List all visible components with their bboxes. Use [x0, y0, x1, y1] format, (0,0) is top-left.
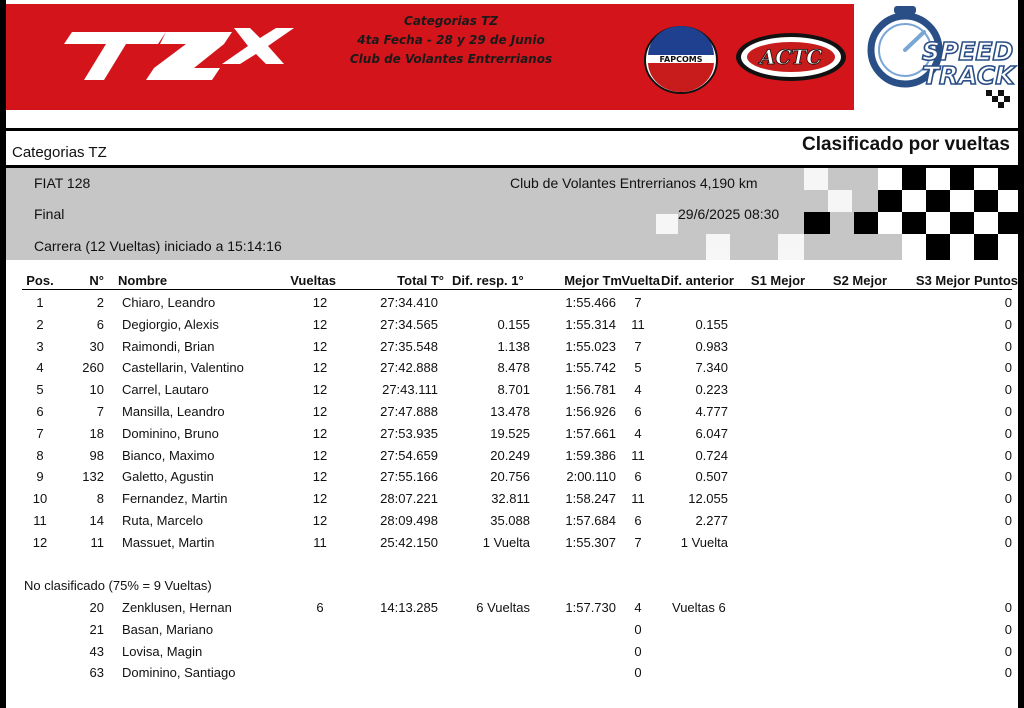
report-title: Clasificado por vueltas: [801, 134, 1010, 155]
cell-num: 10: [89, 382, 104, 398]
cell-name: Mansilla, Leandro: [122, 404, 225, 419]
cell-dif: 13.478: [490, 404, 530, 419]
cell-pos: 9: [36, 469, 44, 485]
cell-name: Castellarin, Valentino: [122, 360, 244, 376]
table-row: [0, 510, 1024, 532]
cell-best: 1:57.684: [565, 513, 616, 528]
race-class: FIAT 128: [34, 175, 91, 191]
cell-laps: 12: [312, 425, 328, 441]
cell-total: 27:34.410: [380, 295, 438, 310]
table-row: [0, 357, 1024, 379]
category-header: [6, 130, 1018, 166]
not-classified-row: [0, 662, 1024, 684]
cell-laps: 12: [312, 404, 328, 419]
cell-prev: 4.777: [695, 404, 728, 419]
cell-dif: 19.525: [490, 425, 530, 441]
cell-laps: 12: [312, 491, 328, 507]
cell-num: 132: [82, 469, 104, 485]
cell-dif: 1.138: [497, 338, 530, 354]
cell-pts: 0: [1004, 360, 1012, 376]
cell-best-lap: 6: [634, 469, 642, 485]
col-prev: Dif. anterior: [661, 273, 734, 288]
cell-num: 30: [89, 338, 104, 354]
cell-pts: 0: [1004, 404, 1012, 419]
cell-prev: 2.277: [695, 513, 728, 528]
cell-pts: 0: [1004, 491, 1012, 507]
cell-dif: 0.155: [497, 316, 530, 332]
cell-best-lap: 6: [634, 513, 642, 528]
cell-name: Galetto, Agustin: [122, 469, 214, 485]
cell-prev: 6.047: [695, 425, 728, 441]
cell-num: 7: [96, 404, 104, 419]
fapcoms-text: FAPCOMS: [659, 55, 703, 64]
cell-prev: 0.223: [695, 382, 728, 398]
cell-best-lap: 11: [631, 491, 645, 507]
not-classified-row: [0, 641, 1024, 663]
cell-num: 14: [89, 513, 104, 528]
col-name: Nombre: [118, 273, 168, 288]
cell-prev: 0.983: [695, 338, 728, 354]
cell-name: Fernandez, Martin: [122, 491, 228, 507]
table-row: [0, 292, 1024, 314]
cell-laps: 12: [312, 469, 328, 485]
cell-pts: 0: [1004, 316, 1012, 332]
not-classified-row: [0, 619, 1024, 641]
cell-pts: 0: [1004, 665, 1012, 681]
cell-num: 11: [90, 534, 104, 550]
cell-pos: 4: [36, 360, 44, 376]
cell-best: 1:55.023: [565, 338, 616, 354]
cell-dif: 1 Vuelta: [482, 534, 530, 550]
cell-best-lap: 0: [634, 621, 642, 637]
category-title: Categorias TZ: [12, 144, 107, 161]
event-banner: [6, 0, 1018, 112]
not-classified-label: No clasificado (75% = 9 Vueltas): [24, 578, 212, 593]
cell-total: 28:09.498: [380, 513, 438, 528]
cell-dif: 32.811: [491, 491, 530, 507]
cell-num: 63: [89, 665, 104, 681]
cell-num: 98: [89, 447, 104, 463]
cell-prev: 0.507: [695, 469, 728, 485]
cell-name: Dominino, Bruno: [122, 425, 219, 441]
event-date: 4ta Fecha - 28 y 29 de Junio: [357, 33, 545, 47]
cell-dif: 8.478: [497, 360, 530, 376]
cell-name: Zenklusen, Hernan: [122, 600, 232, 615]
cell-dif: 8.701: [497, 382, 530, 398]
col-pos: Pos.: [26, 273, 54, 288]
event-venue: Club de Volantes Entrerrianos: [349, 52, 553, 66]
cell-best-lap: 6: [634, 404, 642, 419]
col-best-lap: Vuelta: [621, 273, 660, 288]
cell-total: 27:42.888: [380, 360, 438, 376]
cell-best: 1:55.314: [565, 316, 616, 332]
col-laps: Vueltas: [290, 273, 336, 288]
cell-pts: 0: [1004, 425, 1012, 441]
cell-best: 2:00.110: [566, 469, 616, 485]
cell-best-lap: 4: [634, 382, 642, 398]
not-classified-row: [0, 597, 1024, 619]
cell-num: 6: [96, 316, 104, 332]
cell-best-lap: 4: [634, 600, 642, 615]
cell-laps: 12: [312, 338, 328, 354]
circuit-name: Club de Volantes Entrerrianos 4,190 km: [510, 175, 758, 191]
cell-laps: 12: [312, 295, 328, 310]
cell-pos: 7: [36, 425, 44, 441]
cell-laps: 12: [312, 316, 328, 332]
cell-pts: 0: [1004, 534, 1012, 550]
table-row: [0, 314, 1024, 336]
table-row: [0, 336, 1024, 358]
race-session: Final: [34, 206, 65, 222]
cell-best: 1:59.386: [565, 447, 616, 463]
col-s2: S2 Mejor: [832, 273, 888, 288]
cell-pos: 8: [36, 447, 44, 463]
cell-name: Degiorgio, Alexis: [122, 316, 219, 332]
cell-name: Bianco, Maximo: [122, 447, 215, 463]
cell-num: 8: [96, 491, 104, 507]
cell-num: 20: [89, 600, 104, 615]
cell-name: Basan, Mariano: [122, 621, 214, 637]
cell-best-lap: 0: [634, 643, 642, 659]
cell-num: 18: [89, 425, 104, 441]
cell-name: Chiaro, Leandro: [122, 295, 216, 310]
col-total: Total T°: [397, 273, 444, 288]
cell-total: 25:42.150: [380, 534, 438, 550]
col-best: Mejor Tm: [564, 273, 622, 288]
cell-best: 1:56.781: [565, 382, 616, 398]
cell-best: 1:58.247: [565, 491, 616, 507]
cell-name: Carrel, Lautaro: [122, 382, 209, 398]
cell-name: Raimondi, Brian: [122, 338, 215, 354]
cell-dif: 20.249: [490, 447, 530, 463]
cell-pts: 0: [1004, 469, 1012, 485]
cell-laps: 11: [313, 534, 327, 550]
cell-best-lap: 7: [634, 534, 642, 550]
cell-best: 1:55.466: [565, 295, 616, 310]
col-num: N°: [89, 273, 104, 288]
cell-total: 27:43.111: [382, 382, 438, 398]
cell-total: 14:13.285: [380, 600, 438, 615]
cell-prev: 6 Vueltas: [672, 600, 726, 615]
tz-logo-icon: [54, 18, 304, 90]
cell-pts: 0: [1004, 600, 1012, 615]
cell-total: 28:07.221: [380, 491, 438, 507]
cell-best: 1:55.742: [565, 360, 616, 376]
header-rule: [22, 289, 1012, 290]
actc-text: ACTC: [759, 45, 823, 69]
cell-pts: 0: [1004, 382, 1012, 398]
cell-pts: 0: [1004, 643, 1012, 659]
cell-pos: 1: [36, 295, 44, 310]
cell-pts: 0: [1004, 513, 1012, 528]
cell-pos: 11: [33, 513, 47, 528]
cell-pos: 5: [36, 382, 44, 398]
table-row: [0, 401, 1024, 423]
cell-laps: 12: [312, 513, 328, 528]
cell-pos: 12: [32, 534, 48, 550]
table-row: [0, 488, 1024, 510]
speedtrack-line1: SPEED: [922, 37, 1014, 66]
cell-name: Massuet, Martin: [122, 534, 215, 550]
actc-logo-icon: [734, 30, 848, 84]
cell-best: 1:55.307: [565, 534, 616, 550]
cell-pts: 0: [1004, 295, 1012, 310]
col-s1: S1 Mejor: [750, 273, 806, 288]
cell-total: 27:55.166: [380, 469, 438, 485]
cell-dif: 20.756: [490, 469, 530, 485]
cell-total: 27:54.659: [380, 447, 438, 463]
speedtrack-logo-icon: [860, 4, 1018, 108]
cell-laps: 12: [312, 360, 328, 376]
cell-total: 27:34.565: [380, 316, 438, 332]
cell-name: Dominino, Santiago: [122, 665, 236, 681]
speedtrack-line2: TRACK: [922, 61, 1015, 90]
cell-dif: 6 Vueltas: [476, 600, 530, 615]
checkered-flag-icon: [656, 168, 1018, 260]
cell-pts: 0: [1004, 447, 1012, 463]
cell-num: 43: [89, 643, 104, 659]
cell-best-lap: 0: [634, 665, 642, 681]
cell-num: 21: [89, 621, 104, 637]
cell-best: 1:57.730: [565, 600, 616, 615]
cell-best-lap: 7: [634, 338, 642, 354]
col-dif: Dif. resp. 1°: [452, 273, 524, 288]
cell-total: 27:35.548: [380, 338, 438, 354]
cell-prev: 0.724: [695, 447, 728, 463]
cell-name: Lovisa, Magin: [122, 643, 203, 659]
race-description: Carrera (12 Vueltas) iniciado a 15:14:16: [34, 238, 282, 254]
table-row: [0, 466, 1024, 488]
race-info-band: [6, 168, 1018, 260]
cell-pos: 10: [32, 491, 48, 507]
col-s3: S3 Mejor: [915, 273, 971, 288]
cell-laps: 12: [312, 447, 328, 463]
cell-pts: 0: [1004, 621, 1012, 637]
table-row: [0, 445, 1024, 467]
cell-best-lap: 11: [631, 447, 645, 463]
cell-prev: 12.055: [688, 491, 728, 507]
cell-best-lap: 4: [634, 425, 642, 441]
cell-total: 27:53.935: [380, 425, 438, 441]
cell-pos: 2: [36, 316, 44, 332]
fapcoms-logo-icon: [640, 22, 722, 94]
cell-name: Ruta, Marcelo: [122, 513, 203, 528]
cell-best: 1:56.926: [565, 404, 616, 419]
cell-dif: 35.088: [490, 513, 530, 528]
cell-prev: 0.155: [695, 316, 728, 332]
cell-prev: 1 Vuelta: [680, 534, 728, 550]
table-row: [0, 379, 1024, 401]
cell-laps: 12: [312, 382, 328, 398]
cell-best-lap: 7: [634, 295, 642, 310]
cell-best-lap: 11: [631, 316, 645, 332]
cell-pts: 0: [1004, 338, 1012, 354]
cell-total: 27:47.888: [380, 404, 438, 419]
table-row: [0, 532, 1024, 554]
cell-pos: 6: [36, 404, 44, 419]
cell-num: 2: [96, 295, 104, 310]
event-title: Categorias TZ: [404, 14, 498, 28]
cell-num: 260: [82, 360, 104, 376]
table-row: [0, 423, 1024, 445]
race-datetime: 29/6/2025 08:30: [678, 206, 780, 222]
cell-best: 1:57.661: [565, 425, 616, 441]
cell-prev: 7.340: [695, 360, 728, 376]
event-info: [306, 12, 596, 69]
col-pts: Puntos: [973, 273, 1018, 288]
cell-pos: 3: [36, 338, 44, 354]
cell-laps: 6: [316, 600, 324, 615]
cell-best-lap: 5: [634, 360, 642, 376]
